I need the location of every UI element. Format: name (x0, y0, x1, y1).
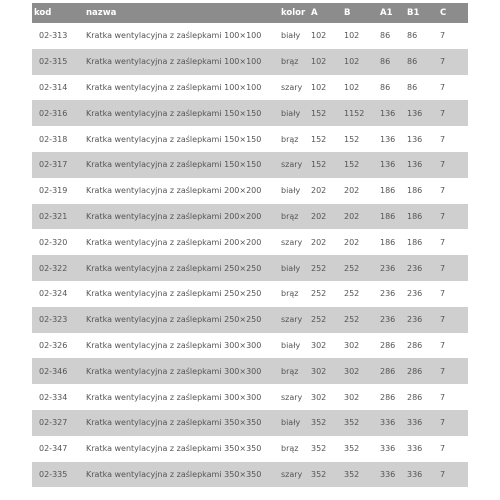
cell-c: 7 (440, 392, 446, 402)
cell-a: 202 (311, 186, 327, 196)
cell-a: 302 (311, 340, 327, 350)
table-row (32, 281, 468, 307)
cell-a1: 86 (380, 82, 391, 92)
cell-b1: 86 (407, 57, 418, 67)
table-header-row (32, 3, 468, 23)
cell-a1: 186 (380, 237, 396, 247)
cell-a1: 336 (380, 469, 396, 479)
column-header-nazwa: nazwa (86, 8, 117, 18)
table-row (32, 23, 468, 49)
cell-nazwa: Kratka wentylacyjna z zaślepkami 150×150 (86, 160, 262, 170)
table-row (32, 255, 468, 281)
cell-kolor: brąz (281, 57, 299, 67)
cell-b1: 136 (407, 160, 423, 170)
cell-kolor: szary (281, 237, 303, 247)
cell-nazwa: Kratka wentylacyjna z zaślepkami 250×250 (86, 315, 262, 325)
column-header-kod: kod (34, 8, 52, 18)
cell-c: 7 (440, 186, 446, 196)
cell-b: 302 (344, 392, 360, 402)
table-row (32, 204, 468, 230)
product-spec-table (32, 3, 468, 487)
cell-a1: 136 (380, 108, 396, 118)
table-row (32, 152, 468, 178)
cell-b1: 236 (407, 263, 423, 273)
cell-nazwa: Kratka wentylacyjna z zaślepkami 200×200 (86, 237, 262, 247)
cell-a1: 86 (380, 31, 391, 41)
cell-b: 352 (344, 469, 360, 479)
cell-nazwa: Kratka wentylacyjna z zaślepkami 350×350 (86, 444, 262, 454)
cell-nazwa: Kratka wentylacyjna z zaślepkami 200×200 (86, 186, 262, 196)
cell-b: 302 (344, 340, 360, 350)
cell-a: 152 (311, 108, 327, 118)
table-row (32, 229, 468, 255)
cell-a1: 236 (380, 289, 396, 299)
cell-b1: 286 (407, 392, 423, 402)
cell-kolor: brąz (281, 289, 299, 299)
cell-b: 102 (344, 82, 360, 92)
cell-b1: 336 (407, 418, 423, 428)
cell-c: 7 (440, 469, 446, 479)
cell-nazwa: Kratka wentylacyjna z zaślepkami 200×200 (86, 211, 262, 221)
cell-kod: 02-335 (39, 469, 68, 479)
cell-c: 7 (440, 31, 446, 41)
table-row (32, 462, 468, 488)
cell-kolor: biały (281, 186, 301, 196)
cell-b: 252 (344, 263, 360, 273)
cell-b: 152 (344, 160, 360, 170)
cell-nazwa: Kratka wentylacyjna z zaślepkami 150×150 (86, 108, 262, 118)
table-row (32, 436, 468, 462)
cell-kod: 02-322 (39, 263, 68, 273)
cell-a: 102 (311, 57, 327, 67)
cell-a: 352 (311, 444, 327, 454)
table-row (32, 410, 468, 436)
table-row (32, 333, 468, 359)
cell-nazwa: Kratka wentylacyjna z zaślepkami 350×350 (86, 418, 262, 428)
cell-b1: 86 (407, 31, 418, 41)
cell-a: 202 (311, 211, 327, 221)
cell-kod: 02-334 (39, 392, 68, 402)
cell-a: 102 (311, 31, 327, 41)
cell-c: 7 (440, 57, 446, 67)
cell-nazwa: Kratka wentylacyjna z zaślepkami 300×300 (86, 392, 262, 402)
cell-nazwa: Kratka wentylacyjna z zaślepkami 300×300 (86, 340, 262, 350)
cell-kod: 02-320 (39, 237, 68, 247)
cell-kolor: biały (281, 108, 301, 118)
cell-b1: 136 (407, 134, 423, 144)
cell-a1: 286 (380, 392, 396, 402)
cell-nazwa: Kratka wentylacyjna z zaślepkami 100×100 (86, 57, 262, 67)
cell-a1: 236 (380, 315, 396, 325)
cell-b1: 236 (407, 289, 423, 299)
cell-b: 202 (344, 186, 360, 196)
cell-c: 7 (440, 444, 446, 454)
cell-b1: 86 (407, 82, 418, 92)
cell-nazwa: Kratka wentylacyjna z zaślepkami 150×150 (86, 134, 262, 144)
cell-b: 202 (344, 237, 360, 247)
cell-a: 152 (311, 134, 327, 144)
cell-nazwa: Kratka wentylacyjna z zaślepkami 250×250 (86, 289, 262, 299)
cell-b: 302 (344, 366, 360, 376)
cell-kolor: brąz (281, 211, 299, 221)
cell-nazwa: Kratka wentylacyjna z zaślepkami 250×250 (86, 263, 262, 273)
cell-kod: 02-315 (39, 57, 68, 67)
cell-nazwa: Kratka wentylacyjna z zaślepkami 300×300 (86, 366, 262, 376)
cell-a: 352 (311, 418, 327, 428)
cell-b: 252 (344, 289, 360, 299)
cell-b1: 186 (407, 211, 423, 221)
cell-c: 7 (440, 237, 446, 247)
cell-b: 202 (344, 211, 360, 221)
cell-kod: 02-321 (39, 211, 68, 221)
cell-b: 1152 (344, 108, 365, 118)
cell-a1: 336 (380, 444, 396, 454)
cell-kod: 02-324 (39, 289, 68, 299)
cell-a1: 336 (380, 418, 396, 428)
cell-kod: 02-346 (39, 366, 68, 376)
table-row (32, 358, 468, 384)
cell-kod: 02-317 (39, 160, 68, 170)
table-body (32, 23, 468, 487)
cell-kod: 02-323 (39, 315, 68, 325)
cell-a: 352 (311, 469, 327, 479)
cell-a1: 136 (380, 160, 396, 170)
cell-b1: 336 (407, 444, 423, 454)
cell-a: 252 (311, 315, 327, 325)
cell-c: 7 (440, 263, 446, 273)
cell-c: 7 (440, 315, 446, 325)
cell-b1: 336 (407, 469, 423, 479)
cell-a: 102 (311, 82, 327, 92)
table-row (32, 307, 468, 333)
cell-kod: 02-314 (39, 82, 68, 92)
cell-a1: 236 (380, 263, 396, 273)
cell-nazwa: Kratka wentylacyjna z zaślepkami 100×100 (86, 31, 262, 41)
cell-kod: 02-327 (39, 418, 68, 428)
cell-kod: 02-313 (39, 31, 68, 41)
cell-a: 302 (311, 366, 327, 376)
column-header-kolor: kolor (281, 8, 306, 18)
cell-kolor: biały (281, 263, 301, 273)
cell-c: 7 (440, 108, 446, 118)
cell-kolor: szary (281, 160, 303, 170)
cell-kod: 02-318 (39, 134, 68, 144)
cell-b: 352 (344, 418, 360, 428)
cell-b1: 186 (407, 237, 423, 247)
cell-a: 152 (311, 160, 327, 170)
cell-a1: 186 (380, 211, 396, 221)
cell-a1: 86 (380, 57, 391, 67)
cell-c: 7 (440, 340, 446, 350)
column-header-a1: A1 (380, 8, 393, 18)
table-row (32, 49, 468, 75)
cell-b1: 236 (407, 315, 423, 325)
column-header-b: B (344, 8, 351, 18)
cell-kolor: biały (281, 340, 301, 350)
cell-a: 302 (311, 392, 327, 402)
cell-c: 7 (440, 160, 446, 170)
cell-kod: 02-319 (39, 186, 68, 196)
cell-a1: 136 (380, 134, 396, 144)
cell-kod: 02-326 (39, 340, 68, 350)
cell-b1: 136 (407, 108, 423, 118)
cell-a1: 286 (380, 366, 396, 376)
table-row (32, 126, 468, 152)
cell-c: 7 (440, 418, 446, 428)
column-header-b1: B1 (407, 8, 420, 18)
cell-a1: 186 (380, 186, 396, 196)
column-header-a: A (311, 8, 318, 18)
table-row (32, 75, 468, 101)
cell-b: 152 (344, 134, 360, 144)
cell-kolor: brąz (281, 444, 299, 454)
cell-b: 102 (344, 31, 360, 41)
cell-c: 7 (440, 211, 446, 221)
table-row (32, 100, 468, 126)
cell-a: 202 (311, 237, 327, 247)
cell-b1: 286 (407, 340, 423, 350)
cell-c: 7 (440, 134, 446, 144)
cell-kolor: szary (281, 392, 303, 402)
cell-kolor: szary (281, 469, 303, 479)
cell-kolor: brąz (281, 366, 299, 376)
cell-b: 252 (344, 315, 360, 325)
cell-b: 102 (344, 57, 360, 67)
cell-kolor: biały (281, 31, 301, 41)
cell-b1: 186 (407, 186, 423, 196)
column-header-c: C (440, 8, 447, 18)
cell-c: 7 (440, 289, 446, 299)
cell-kolor: szary (281, 82, 303, 92)
cell-kolor: szary (281, 315, 303, 325)
cell-c: 7 (440, 366, 446, 376)
cell-kod: 02-347 (39, 444, 68, 454)
table-row (32, 384, 468, 410)
cell-a1: 286 (380, 340, 396, 350)
cell-a: 252 (311, 289, 327, 299)
cell-nazwa: Kratka wentylacyjna z zaślepkami 100×100 (86, 82, 262, 92)
cell-nazwa: Kratka wentylacyjna z zaślepkami 350×350 (86, 469, 262, 479)
cell-c: 7 (440, 82, 446, 92)
cell-b: 352 (344, 444, 360, 454)
cell-a: 252 (311, 263, 327, 273)
cell-kolor: biały (281, 418, 301, 428)
table-header (32, 3, 468, 23)
cell-b1: 286 (407, 366, 423, 376)
cell-kolor: brąz (281, 134, 299, 144)
table-row (32, 178, 468, 204)
cell-kod: 02-316 (39, 108, 68, 118)
